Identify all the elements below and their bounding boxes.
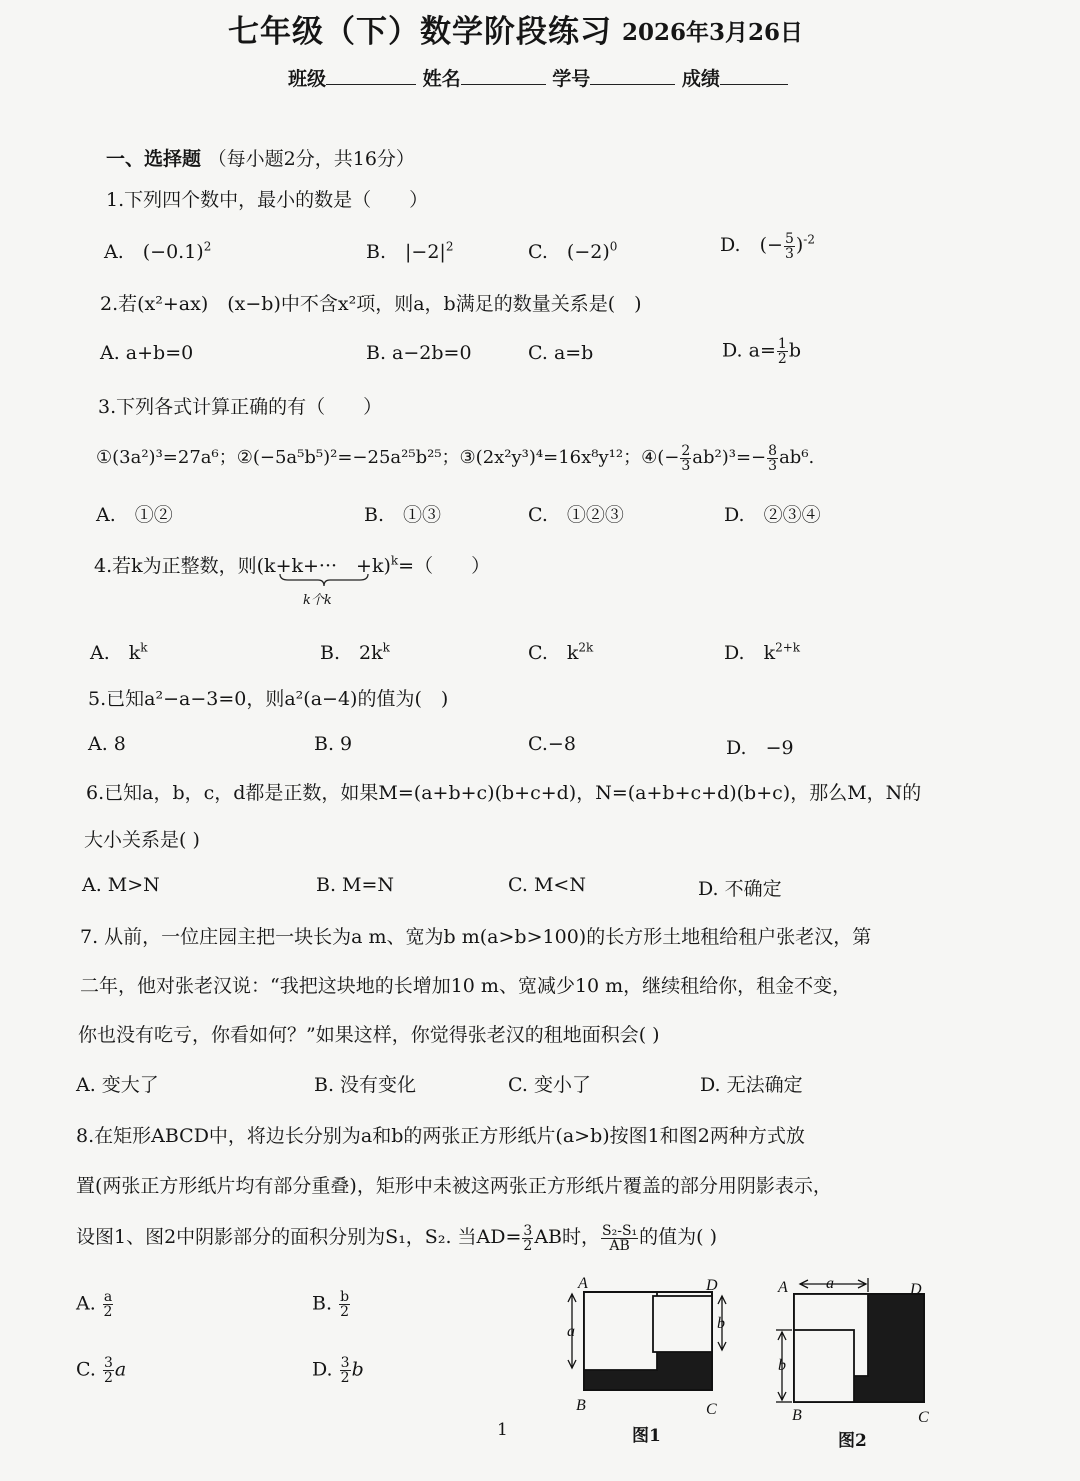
- fig1-label-B: B: [576, 1397, 586, 1414]
- q6-option-d: D. 不确定: [698, 878, 782, 900]
- fig1-square-a: [584, 1292, 657, 1370]
- underbrace-label: k个k: [303, 593, 332, 608]
- section-title: 一、选择题: [106, 148, 202, 170]
- fig1-shade-corner: [657, 1352, 712, 1390]
- exam-date: 2026年3月26日: [622, 19, 804, 46]
- question-2-stem: 2.若(x²+ax) (x−b)中不含x²项，则a，b满足的数量关系是( ): [100, 293, 642, 315]
- fig2-label-A: A: [778, 1279, 788, 1296]
- fig1-label-D: D: [706, 1277, 718, 1294]
- q1-option-d: D. (− $\frac{5}{3}$ )$^{-2}$: [720, 230, 815, 262]
- score-blank[interactable]: [720, 66, 788, 85]
- q2-option-c: C. a=b: [528, 342, 594, 364]
- question-6-stem-line2: 大小关系是( ): [84, 829, 200, 851]
- q2-option-a: A. a+b=0: [100, 342, 194, 364]
- q4-option-c: C. $k^{2k}$: [528, 640, 594, 664]
- page-number: 1: [497, 1420, 508, 1440]
- fig2-label-D: D: [910, 1281, 922, 1298]
- question-8-line3: 设图1、图2中阴影部分的面积分别为S₁，S₂. 当AD= $\frac{3}{2}$ AB时， $\frac{\text{S₂-S₁}}{AB}$ 的值为( ): [76, 1222, 718, 1254]
- q1-option-a: A. $(-0.1)^2$: [104, 239, 212, 263]
- q3-option-d: D. ②③④: [724, 504, 821, 526]
- question-7-line2: 二年，他对张老汉说：“我把这块地的长增加10 m、宽减少10 m，继续租给你，租金不变，: [80, 975, 852, 997]
- fig2-shade-bottom: [854, 1376, 924, 1402]
- question-4-stem: 4.若k为正整数，则(k+k+··· +k)$^k$=（ ）: [94, 553, 491, 577]
- figure-1-caption: 图1: [632, 1426, 661, 1446]
- id-blank[interactable]: [590, 66, 675, 85]
- fig1-label-C: C: [706, 1401, 717, 1418]
- question-8-line2: 置(两张正方形纸片均有部分重叠)，矩形中未被这两张正方形纸片覆盖的部分用阴影表示，: [76, 1175, 832, 1197]
- q5-option-a: A. 8: [88, 733, 126, 755]
- q7-option-c: C. 变小了: [508, 1074, 591, 1096]
- page-title: 七年级（下）数学阶段练习: [228, 14, 612, 50]
- name-label: 姓名: [422, 68, 461, 90]
- fig2-label-b: b: [778, 1357, 786, 1374]
- id-label: 学号: [552, 68, 591, 90]
- fig1-label-A: A: [578, 1275, 588, 1292]
- q8-option-a: A. $\frac{a}{2}$: [76, 1289, 113, 1320]
- q3-option-a: A. ①②: [96, 504, 173, 526]
- class-blank[interactable]: [326, 66, 416, 85]
- question-6-stem-line1: 6.已知a，b，c，d都是正数，如果M=(a+b+c)(b+c+d)，N=(a+b+c+d)(b+c)，那么M，N的: [86, 782, 922, 804]
- fig1-square-b: [653, 1296, 712, 1352]
- q3-expressions: ①(3a²)³=27a⁶；②(−5a⁵b⁵)²=−25a²⁵b²⁵；③(2x²y³)⁴=16x⁸y¹²；④(− $\frac{2}{3}$ ab²)³=− $\frac{8}{3}$ ab⁶.: [96, 442, 815, 474]
- q5-option-d: D. −9: [726, 737, 794, 759]
- question-3-stem: 3.下列各式计算正确的有（ ）: [98, 396, 383, 418]
- fig2-square-b: [794, 1330, 854, 1402]
- question-1-stem: 1.下列四个数中，最小的数是（ ）: [106, 189, 429, 211]
- q8-option-b: B. $\frac{b}{2}$: [312, 1289, 350, 1320]
- q5-option-b: B. 9: [314, 733, 353, 755]
- fig2-label-C: C: [918, 1409, 929, 1426]
- question-7-line3: 你也没有吃亏，你看如何？”如果这样，你觉得张老汉的租地面积会( ): [78, 1024, 660, 1046]
- q4-option-a: A. $k^k$: [90, 640, 148, 664]
- class-label: 班级: [288, 68, 327, 90]
- q4-option-b: B. $2k^k$: [320, 640, 390, 664]
- q6-option-c: C. M<N: [508, 874, 586, 896]
- q3-option-b: B. ①③: [364, 504, 442, 526]
- q2-option-d: D. a= $\frac{1}{2}$ b: [722, 336, 801, 367]
- q3-option-c: C. ①②③: [528, 504, 624, 526]
- q7-option-b: B. 没有变化: [314, 1074, 417, 1096]
- q5-option-c: C.−8: [528, 733, 576, 755]
- section-points: （每小题2分，共16分）: [207, 148, 415, 170]
- q6-option-a: A. M>N: [82, 874, 160, 896]
- underbrace: [278, 572, 370, 588]
- q1-option-c: C. $(-2)^0$: [528, 239, 618, 263]
- fig2-label-a: a: [826, 1275, 834, 1292]
- q2-option-b: B. a−2b=0: [366, 342, 472, 364]
- student-info-fields: [288, 64, 788, 91]
- q7-option-d: D. 无法确定: [700, 1074, 803, 1096]
- question-5-stem: 5.已知a²−a−3=0，则a²(a−4)的值为( ): [88, 688, 449, 710]
- q6-option-b: B. M=N: [316, 874, 395, 896]
- question-7-line1: 7. 从前，一位庄园主把一块长为a m、宽为b m(a>b>100)的长方形土地租给租户张老汉，第: [80, 926, 872, 948]
- section-heading: [106, 144, 415, 171]
- fig2-label-B: B: [792, 1407, 802, 1424]
- name-blank[interactable]: [461, 66, 546, 85]
- q4-option-d: D. $k^{2+k}$: [724, 640, 801, 664]
- q1-option-b: B. $|-2|^2$: [366, 239, 454, 263]
- figure-2-caption: 图2: [838, 1431, 867, 1451]
- score-label: 成绩: [681, 68, 720, 90]
- q7-option-a: A. 变大了: [76, 1074, 159, 1096]
- fig1-label-b: b: [717, 1315, 725, 1332]
- figure-2: [770, 1272, 940, 1452]
- question-8-line1: 8.在矩形ABCD中，将边长分别为a和b的两张正方形纸片(a>b)按图1和图2两种方式放: [76, 1125, 805, 1147]
- q8-option-c: C. $\frac{3}{2}$ a: [76, 1355, 127, 1386]
- fig1-label-a: a: [567, 1323, 575, 1340]
- q8-option-d: D. $\frac{3}{2}$ b: [312, 1355, 364, 1386]
